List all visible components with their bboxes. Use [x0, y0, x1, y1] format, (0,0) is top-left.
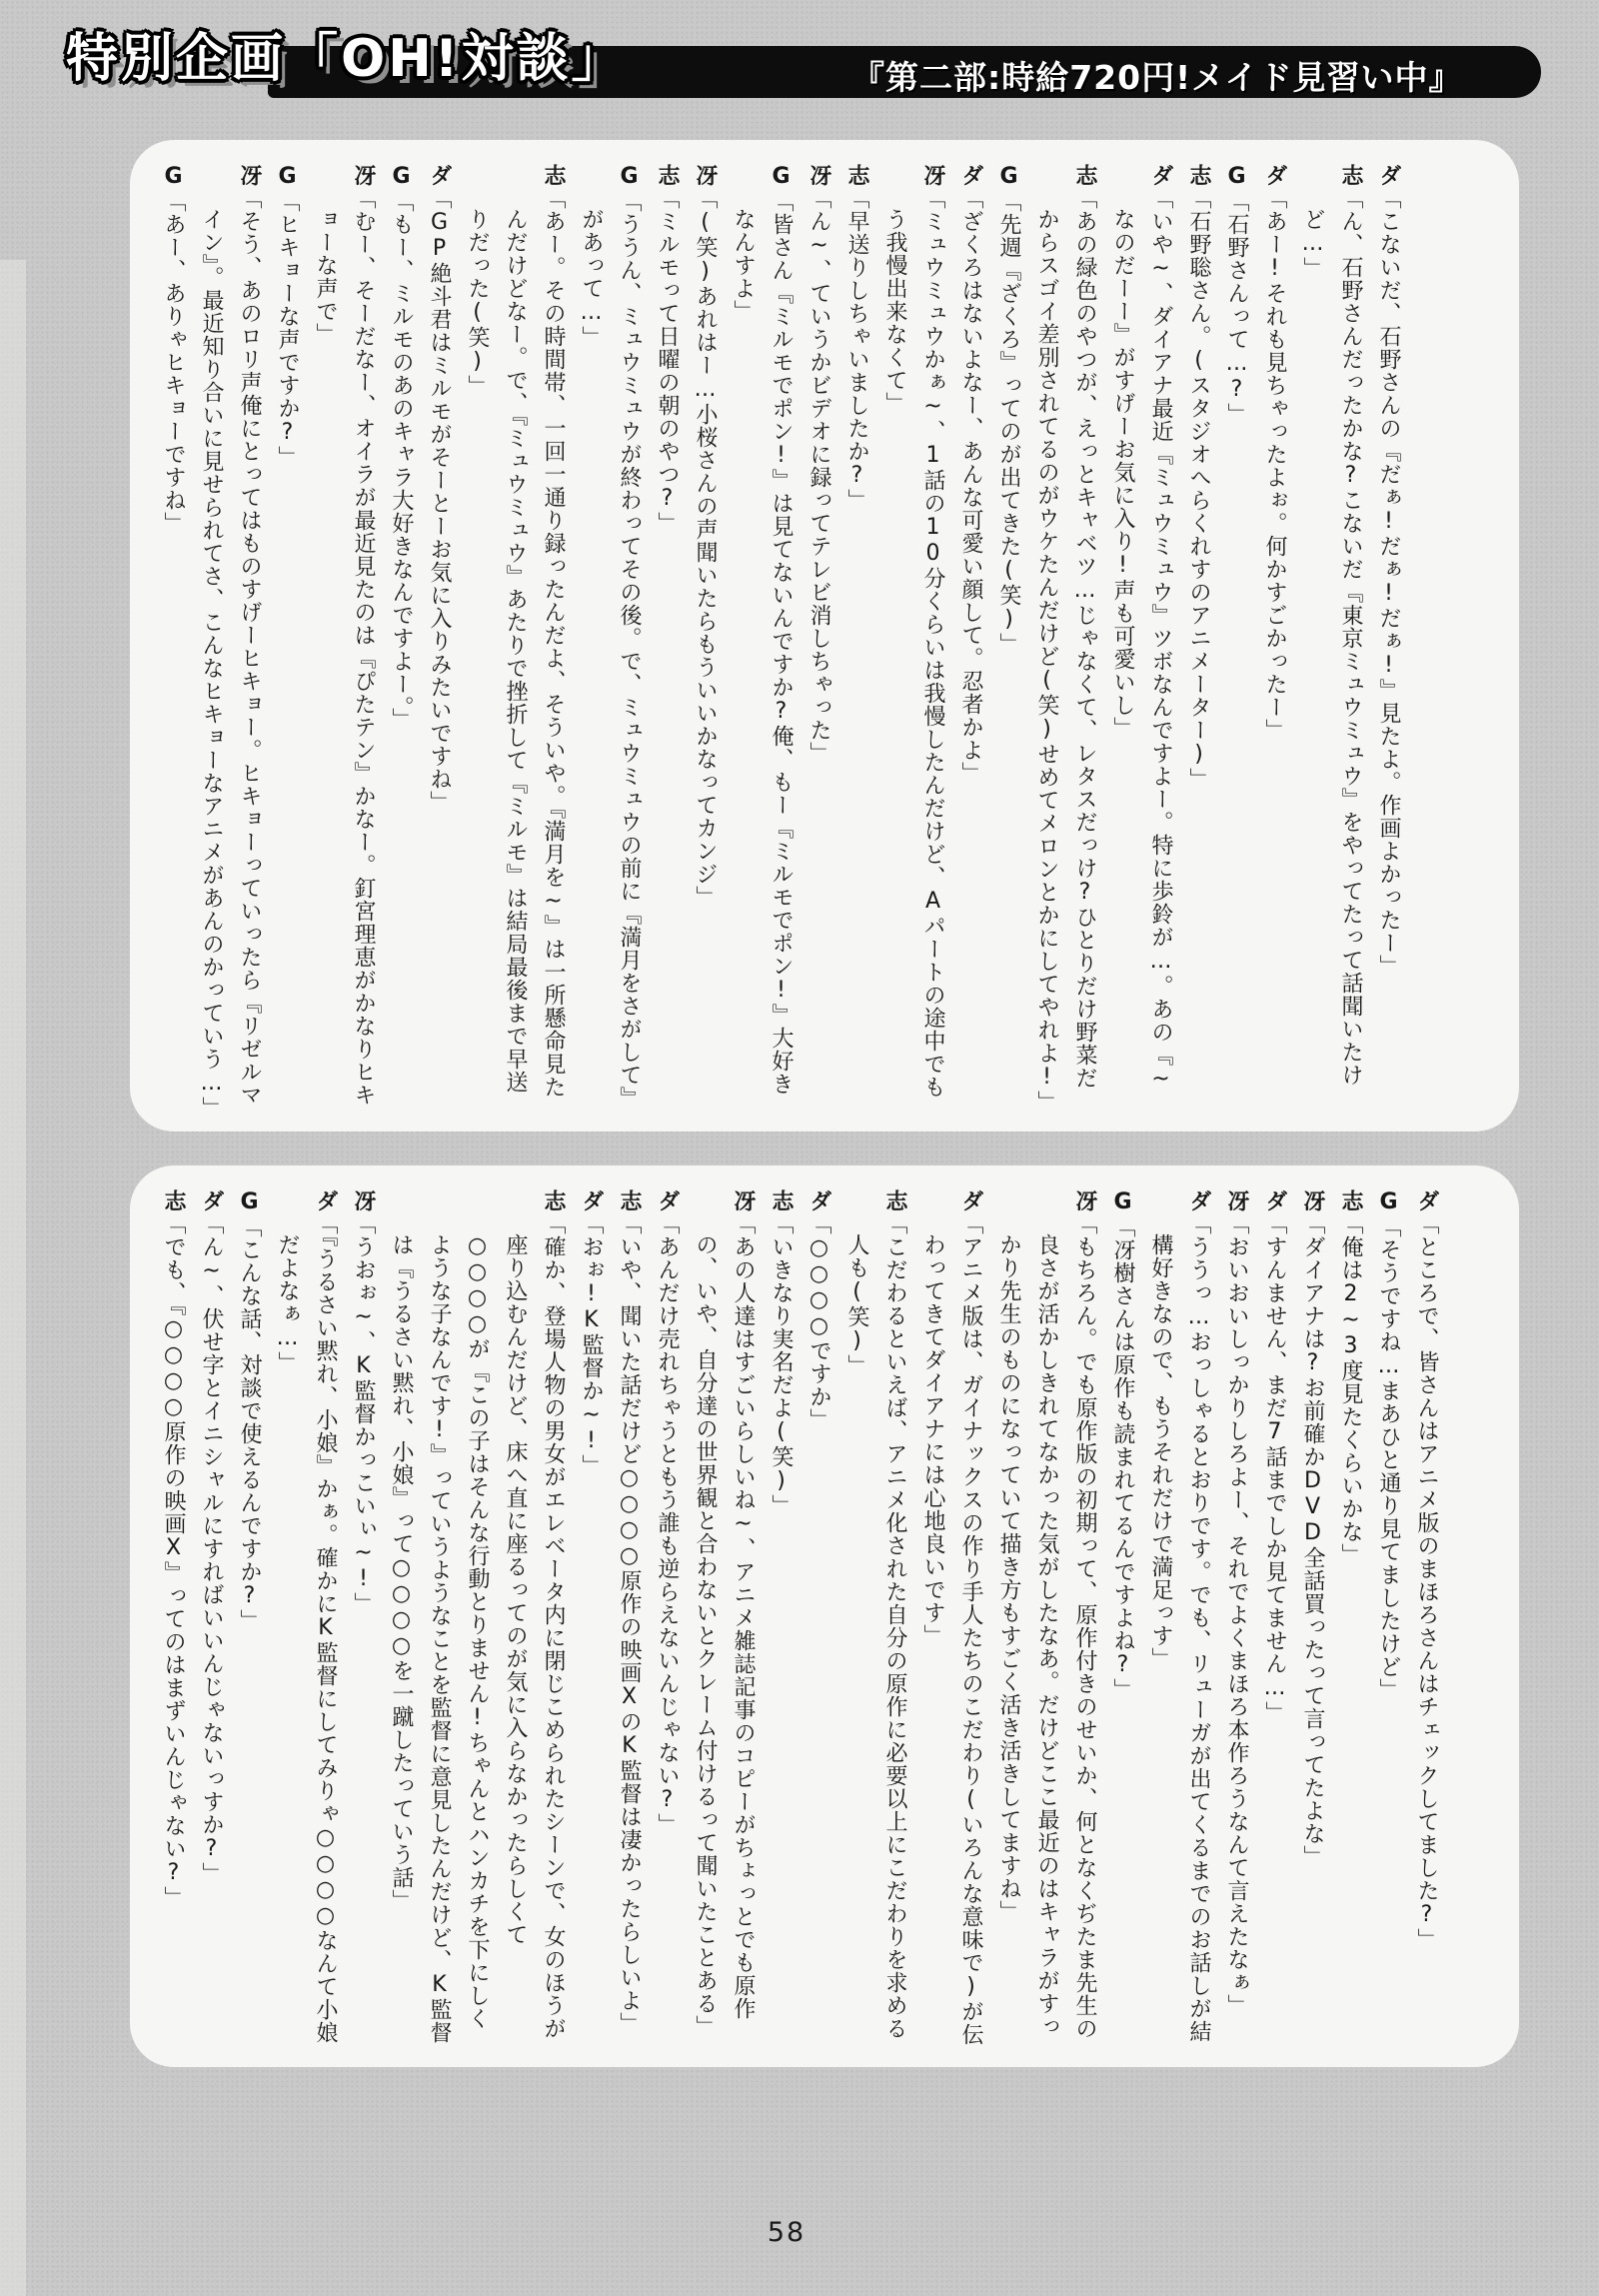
dialogue-utterance	[154, 164, 192, 1112]
dialogue-utterance	[1255, 164, 1293, 1112]
dialogue-text: 「ん~、伏せ字とイニシャルにすればいいんじゃないっすか?」	[199, 1212, 224, 1885]
dialogue-text: 「『うるさい黙れ、小娘』かぁ。確かにK監督にしてみりゃ○○○○なんて小娘だよなぁ…」	[275, 1212, 338, 2044]
page-header	[0, 0, 1599, 118]
speaker-label: ダ	[1148, 164, 1173, 187]
speaker-label: ダ	[313, 1189, 338, 1212]
dialogue-text: 「石野聡さん。(スタジオへらくれすのアニメーター)」	[1186, 187, 1211, 791]
dialogue-utterance	[1141, 1189, 1217, 2047]
dialogue-utterance	[1293, 164, 1369, 1112]
speaker-label: ダ	[958, 1189, 983, 1212]
dialogue-utterance	[648, 164, 686, 1112]
speaker-label: 志	[769, 1189, 794, 1212]
dialogue-utterance	[1293, 1189, 1331, 2047]
dialogue-utterance	[420, 164, 458, 1112]
speaker-label: G	[389, 164, 414, 190]
speaker-label: 冴	[351, 164, 376, 187]
speaker-label: ダ	[806, 1189, 831, 1212]
feature-title: 特別企画「OH!対談」	[66, 29, 627, 89]
dialogue-utterance	[1217, 1189, 1255, 2047]
dialogue-utterance	[1103, 164, 1179, 1112]
dialogue-text: 「むー、そーだなー、オイラが最近見たのは『ぴたテン』かなー。釘宮理恵がかなりヒキョーな声で」	[313, 187, 376, 1107]
dialogue-text: 「あー、ありゃヒキョーですね」	[161, 190, 186, 535]
speaker-label: G	[275, 164, 300, 190]
dialogue-text: 「石野さんって…?」	[1224, 190, 1249, 426]
dialogue-text: 「こないだ、石野さんの『だぁ!だぁ!だぁ!』見たよ。作画よかったー」	[1376, 187, 1401, 978]
dialogue-utterance	[1179, 164, 1217, 1112]
dialogue-text: 「ううん、ミュウミュウが終わってその後。で、ミュウミュウの前に『満月をさがして』があって…」	[579, 190, 642, 1110]
dialogue-text: 「すんません、まだ7話までしか見てません…」	[1262, 1212, 1287, 1724]
speaker-label: 志	[655, 164, 680, 187]
dialogue-utterance	[800, 164, 837, 1112]
speaker-label: 志	[1072, 164, 1097, 187]
scan-edge-artifact	[0, 260, 26, 2296]
dialogue-utterance	[344, 1189, 382, 2047]
speaker-label: 冴	[351, 1189, 376, 1212]
feature-subtitle: 『第二部:時給720円!メイド見習い中』	[851, 58, 1463, 97]
speaker-label: 志	[844, 164, 869, 187]
speaker-label: ダ	[1262, 164, 1287, 187]
speaker-label: ダ	[655, 1189, 680, 1212]
dialogue-utterance	[230, 1189, 268, 2047]
speaker-label: 志	[1338, 1189, 1363, 1212]
dialogue-utterance	[382, 164, 420, 1112]
speaker-label: G	[1110, 1189, 1135, 1215]
dialogue-panel-top	[130, 140, 1519, 1132]
dialogue-text: 「ところで、皆さんはアニメ版のまほろさんはチェックしてました?」	[1414, 1212, 1439, 1951]
dialogue-utterance	[268, 1189, 344, 2047]
speaker-label: 志	[161, 1189, 186, 1212]
dialogue-text: 「ううっ…おっしゃるとおりです。でも、リューガが出てくるまでのお話しが結構好きなので、もうそれだけで満足っす」	[1148, 1212, 1211, 2043]
dialogue-text: 「先週『ざくろ』ってのが出てきた(笑)」	[996, 190, 1021, 656]
dialogue-utterance	[989, 164, 1027, 1112]
speaker-label: G	[161, 164, 186, 190]
dialogue-panel-bottom	[130, 1165, 1519, 2067]
dialogue-text: 「ミュウミュウかぁ~、1話の10分くらいは我慢したんだけど、Aパートの途中でもう我慢出来なくて」	[882, 187, 945, 1099]
dialogue-utterance	[572, 164, 648, 1112]
speaker-label: 冴	[920, 164, 945, 187]
dialogue-text: 「こんな話、対談で使えるんですか?」	[237, 1215, 262, 1632]
speaker-label: 志	[882, 1189, 907, 1212]
dialogue-utterance	[1217, 164, 1255, 1112]
dialogue-text: 「冴樹さんは原作も読まれてるんですよね?」	[1110, 1215, 1135, 1701]
dialogue-text: 「あー!それも見ちゃったよぉ。何かすごかったー」	[1262, 187, 1287, 742]
speaker-label: 志	[1186, 164, 1211, 187]
dialogue-text: 「でも、『○○○○原作の映画X』ってのはまずいんじゃない?」	[161, 1212, 186, 1909]
dialogue-utterance	[913, 1189, 989, 2047]
dialogue-text: 「ざくろはないよなー、あんな可愛い顔して。忍者かよ」	[958, 187, 983, 785]
dialogue-utterance	[951, 164, 989, 1112]
dialogue-utterance	[572, 1189, 610, 2047]
speaker-label: 冴	[806, 164, 831, 187]
dialogue-utterance	[192, 1189, 230, 2047]
speaker-label: ダ	[427, 164, 452, 187]
speaker-label: ダ	[199, 1189, 224, 1212]
dialogue-text: 「うおぉ~、K監督かっこいぃ~!」	[351, 1212, 376, 1615]
speaker-label: ダ	[1186, 1189, 1211, 1212]
dialogue-text: 「ん、石野さんだったかな?こないだ『東京ミュウミュウ』をやってたって話聞いたけど…」	[1300, 187, 1363, 1087]
dialogue-text: 「確か、登場人物の男女がエレベータ内に閉じこめられたシーンで、女のほうが座り込むんだけど、床へ直に座るってのが気に入らなかったらしくて○○○○が『この子はそんな行動とりません!ちゃんとハンカチを下にしくような子なんです!』っていうようなことを監督に意見したんだけど、K監督は『うるさい黙れ、小娘』って○○○○を一蹴したっていう話」	[389, 1212, 566, 2044]
dialogue-utterance	[1369, 164, 1407, 1112]
dialogue-text: 「こだわるといえば、アニメ化された自分の原作に必要以上にこだわりを求める人も(笑)」	[844, 1212, 907, 2040]
speaker-label: 志	[1338, 164, 1363, 187]
dialogue-text: 「早送りしちゃいましたか?」	[844, 187, 869, 512]
page-number: 58	[767, 2217, 806, 2248]
speaker-label: 冴	[731, 1189, 756, 1212]
speaker-label: ダ	[1376, 164, 1401, 187]
dialogue-utterance	[762, 1189, 800, 2047]
dialogue-utterance	[192, 164, 268, 1120]
dialogue-utterance	[1369, 1189, 1407, 2047]
dialogue-text: 「○○○○ですか」	[806, 1212, 831, 1431]
dialogue-utterance	[648, 1189, 686, 2047]
dialogue-text: 「そう、あのロリ声俺にとってはものすげーヒキョー。ヒキョーっていったら『リゼルマイン』。最近知り合いに見せられてさ、こんなヒキョーなアニメがあんのかっていう…」	[199, 187, 262, 1120]
dialogue-text: 「いや~、ダイアナ最近『ミュウミュウ』ツボなんですよー。特に歩鈴が…。あの『~なのだーー』がすげーお気に入り!声も可愛いし」	[1110, 187, 1173, 1093]
dialogue-utterance	[1255, 1189, 1293, 2047]
dialogue-text: 「ダイアナは?お前確かDVD全話買ったって言ってたよな」	[1300, 1212, 1325, 1868]
dialogue-utterance	[268, 164, 306, 1112]
dialogue-text: 「おぉ!K監督か~!」	[579, 1212, 604, 1477]
dialogue-text: 「(笑)あれはー…小桜さんの声聞いたらもういいかなってカンジ」	[693, 187, 718, 909]
dialogue-text: 「もー、ミルモのあのキャラ大好きなんですよー。」	[389, 190, 414, 731]
dialogue-text: 「そうですね…まあひと通り見てましたけど」	[1376, 1215, 1401, 1701]
dialogue-text: 「GP絶斗君はミルモがそーとーお気に入りみたいですね」	[427, 187, 452, 814]
speaker-label: G	[617, 164, 642, 190]
speaker-label: 冴	[1224, 1189, 1249, 1212]
dialogue-utterance	[1407, 1189, 1445, 2047]
dialogue-text: 「アニメ版は、ガイナックスの作り手人たちのこだわり(いろんな意味で)が伝わってきてダイアナには心地良いです」	[920, 1212, 983, 2046]
dialogue-utterance	[724, 164, 800, 1112]
dialogue-utterance	[686, 1189, 762, 2047]
dialogue-utterance	[875, 164, 951, 1112]
speaker-label: 志	[541, 1189, 566, 1212]
vertical-text-top	[130, 140, 1437, 1132]
speaker-label: 冴	[693, 164, 718, 187]
dialogue-text: 「皆さん『ミルモでポン!』は見てないんですか?俺、もー『ミルモでポン!』大好きなんすよ」	[731, 190, 794, 1096]
dialogue-text: 「あの人達はすごいらしいね~、アニメ雑誌記事のコピーがちょっとでも原作の、いや、自分達の世界観と合わないとクレーム付けるって聞いたことある」	[693, 1212, 756, 2038]
speaker-label: G	[769, 164, 794, 190]
speaker-label: 冴	[1072, 1189, 1097, 1212]
dialogue-text: 「いきなり実名だよ(笑)」	[769, 1212, 794, 1517]
speaker-label: 冴	[1300, 1189, 1325, 1212]
dialogue-utterance	[306, 164, 382, 1112]
dialogue-utterance	[1103, 1189, 1141, 2047]
vertical-text-bottom	[130, 1165, 1475, 2067]
speaker-label: G	[237, 1189, 262, 1215]
speaker-label: 志	[541, 164, 566, 187]
dialogue-text: 「あー。その時間帯、一回一通り録ったんだよ、そういや。『満月を~』は一所懸命見たんだけどなー。で、『ミュウミュウ』あたりで挫折して『ミルモ』は結局最後まで早送りだった(笑)」	[465, 187, 566, 1099]
dialogue-text: 「いや、聞いた話だけど○○○○原作の映画XのK監督は凄かったらしいよ」	[617, 1212, 642, 2035]
dialogue-utterance	[154, 1189, 192, 2047]
dialogue-utterance	[989, 1189, 1103, 2047]
dialogue-text: 「もちろん。でも原作版の初期って、原作付きのせいか、何となくぢたま先生の良さが活かしきれてなかった気がしたなあ。だけどここ最近のはキャラがすっかり先生のものになっていて描き方もすごく活き活きしてますね」	[996, 1212, 1097, 2040]
dialogue-text: 「ヒキョーな声ですか?」	[275, 190, 300, 469]
dialogue-text: 「あんだけ売れちゃうともう誰も逆らえないんじゃない?」	[655, 1212, 680, 1836]
dialogue-utterance	[610, 1189, 648, 2047]
dialogue-utterance	[686, 164, 724, 1112]
speaker-label: G	[1224, 164, 1249, 190]
dialogue-utterance	[800, 1189, 837, 2047]
dialogue-text: 「あの緑色のやつが、えっとキャベツ…じゃなくて、レタスだっけ?ひとりだけ野菜だからスゴイ差別されてるのがウケたんだけど(笑)せめてメロンとかにしてやれよ!」	[1034, 187, 1097, 1114]
speaker-label: ダ	[579, 1189, 604, 1212]
dialogue-text: 「俺は2~3度見たくらいかな」	[1338, 1212, 1363, 1566]
speaker-label: G	[1376, 1189, 1401, 1215]
dialogue-utterance	[1331, 1189, 1369, 2047]
speaker-label: ダ	[1414, 1189, 1439, 1212]
dialogue-utterance	[458, 164, 572, 1112]
speaker-label: ダ	[958, 164, 983, 187]
dialogue-utterance	[837, 1189, 913, 2047]
speaker-label: 志	[617, 1189, 642, 1212]
dialogue-text: 「おいおいしっかりしろよー、それでよくまほろ本作ろうなんて言えたなぁ」	[1224, 1212, 1249, 2017]
speaker-label: 冴	[237, 164, 262, 187]
dialogue-text: 「ミルモって日曜の朝のやつ?」	[655, 187, 680, 535]
dialogue-text: 「ん~、ていうかビデオに録ってテレビ消しちゃった」	[806, 187, 831, 765]
dialogue-utterance	[1027, 164, 1103, 1112]
speaker-label: ダ	[1262, 1189, 1287, 1212]
dialogue-utterance	[382, 1189, 572, 2047]
dialogue-utterance	[837, 164, 875, 1112]
speaker-label: G	[996, 164, 1021, 190]
